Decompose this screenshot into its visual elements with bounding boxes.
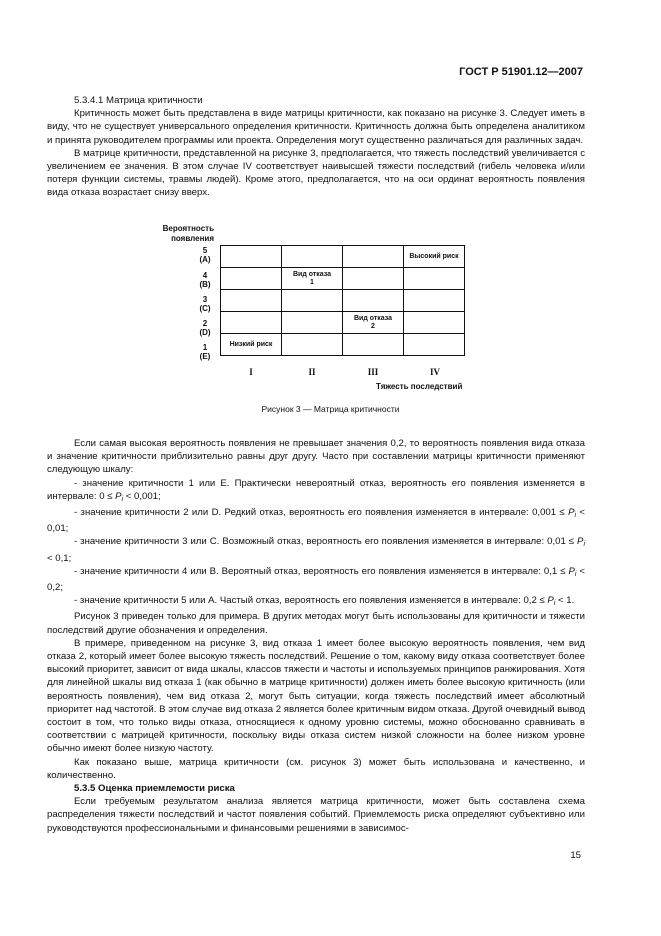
scale-item-3: - значение критичности 3 или C. Возможный отказ, вероятность его появления изменяется в интервале: $0,01 \le P_i < 0,1$; <box>47 536 585 564</box>
matrix-cell <box>404 334 465 356</box>
matrix-row-4 <box>221 268 465 290</box>
paragraph: Если самая высокая вероятность появления не превышает значения 0,2, то вероятность появления вида отказа и значение критичности приблизительно равны друг другу. Часто при составлении матрицы критичности применяют следующую шкалу: <box>47 438 585 476</box>
y-axis-label: Вероятность появления <box>162 224 214 243</box>
matrix-cell <box>282 312 343 334</box>
intro-text-block <box>47 94 585 200</box>
matrix-cell <box>282 290 343 312</box>
matrix-cell <box>221 312 282 334</box>
row-label-5: 5 (A) <box>199 246 211 264</box>
paragraph: Критичность может быть представлена в виде матрицы критичности, как показано на рисунке 3. Следует иметь в виду, что не существует универсального определения критичности. Критичность должна быть определена аналитиком и принята руководителем программы или проекта. Определения могут существенно различаться для различных задач. <box>47 108 585 146</box>
paragraph: В матрице критичности, представленной на рисунке 3, предполагается, что тяжесть последствий увеличивается с увеличением ее значения. В этом случае IV соответствует наивысшей тяжести последствий (гибель человека и/или потеря функции системы, травмы людей). Кроме этого, предполагается, что на оси ординат вероятность появления вида отказа возрастает снизу вверх. <box>47 147 585 199</box>
matrix-cell <box>221 246 282 268</box>
failure-mode-1-cell: Вид отказа 1 <box>282 268 343 290</box>
scale-item-4: - значение критичности 4 или B. Вероятный отказ, вероятность его появления изменяется в интервале: $0,1 \le P_i < 0,2$; <box>47 565 585 594</box>
row-label-3: 3 (C) <box>199 295 211 313</box>
page-number: 15 <box>570 850 581 861</box>
paragraph: Как показано выше, матрица критичности (см. рисунок 3) может быть использована и качественно, и количественно. <box>47 756 585 781</box>
matrix-cell <box>221 290 282 312</box>
document-id: ГОСТ Р 51901.12—2007 <box>459 66 583 78</box>
matrix-cell <box>343 290 404 312</box>
matrix-grid <box>220 245 465 356</box>
column-label-II: II <box>308 367 316 377</box>
criticality-matrix-figure <box>150 224 490 394</box>
x-axis-label: Тяжесть последствий <box>376 382 463 391</box>
row-label-4: 4 (B) <box>199 271 211 289</box>
matrix-cell <box>343 268 404 290</box>
scale-item-2: - значение критичности 2 или D. Редкий отказ, вероятность его появления изменяется в интервале: $0,001 \le P_i < 0,01$; <box>47 507 585 535</box>
matrix-cell <box>404 312 465 334</box>
paragraph: Рисунок 3 приведен только для примера. В других методах могут быть использованы для критичности и тяжести последствий другие обозначения и определения. <box>47 611 585 636</box>
column-label-III: III <box>367 367 379 377</box>
paragraph: Если требуемым результатом анализа является матрица критичности, может быть составлена схема распределения тяжести последствий и частот появления событий. Приемлемость риска определяют субъективно или руководствуются профессиональными и финансовыми решениями в зависимос- <box>47 796 585 834</box>
figure-caption: Рисунок 3 — Матрица критичности <box>261 404 400 414</box>
high-risk-cell: Высокий риск <box>404 246 465 268</box>
row-label-2: 2 (D) <box>199 319 211 337</box>
matrix-cell <box>343 334 404 356</box>
matrix-row-5 <box>221 246 465 268</box>
matrix-row-3 <box>221 290 465 312</box>
matrix-cell <box>404 268 465 290</box>
matrix-row-1 <box>221 334 465 356</box>
row-label-1: 1 (E) <box>199 343 211 361</box>
low-risk-cell: Низкий риск <box>221 334 282 356</box>
scale-item-1: - значение критичности 1 или E. Практически невероятный отказ, вероятность его появления изменяется в интервале: $0 \le P_i < 0,001$; <box>47 477 585 503</box>
section-heading-535: 5.3.5 Оценка приемлемости риска <box>74 783 235 795</box>
matrix-cell <box>282 246 343 268</box>
matrix-cell <box>404 290 465 312</box>
scale-item-5: - значение критичности 5 или A. Частый отказ, вероятность его появления изменяется в интервале: $0,2 \le P_i < 1$. <box>74 595 575 608</box>
matrix-cell <box>282 334 343 356</box>
column-label-I: I <box>249 367 253 377</box>
body-text-block <box>47 437 585 835</box>
paragraph: В примере, приведенном на рисунке 3, вид отказа 1 имеет более высокую вероятность появления, чем вид отказа 2, который имеет более высокую тяжесть последствий. Решение о том, какому виду отказа соответствует более высокий приоритет, зависит от вида шкалы, классов тяжести и частоты и используемых принципов ранжирования. Хотя для линейной шкалы вид отказа 1 (как обычно в матрице критичности) должен иметь более высокую критичность (или вероятность появления), чем вид отказа 2, могут быть ситуации, когда тяжесть последствий имеет абсолютный приоритет над частотой. В этом случае вид отказа 2 является более критичным видом отказа. Другой очевидный вывод состоит в том, что только виды отказа, относящиеся к одному уровню системы, можно обоснованно сравнивать в соответствии с матрицей критичности, поскольку виды отказа систем низкой сложности на более низком уровне обычно имеют более низкую частоту. <box>47 637 585 755</box>
matrix-row-2 <box>221 312 465 334</box>
column-label-IV: IV <box>429 367 440 377</box>
failure-mode-2-cell: Вид отказа 2 <box>343 312 404 334</box>
section-heading-5341: 5.3.4.1 Матрица критичности <box>74 95 203 106</box>
matrix-cell <box>343 246 404 268</box>
matrix-cell <box>221 268 282 290</box>
